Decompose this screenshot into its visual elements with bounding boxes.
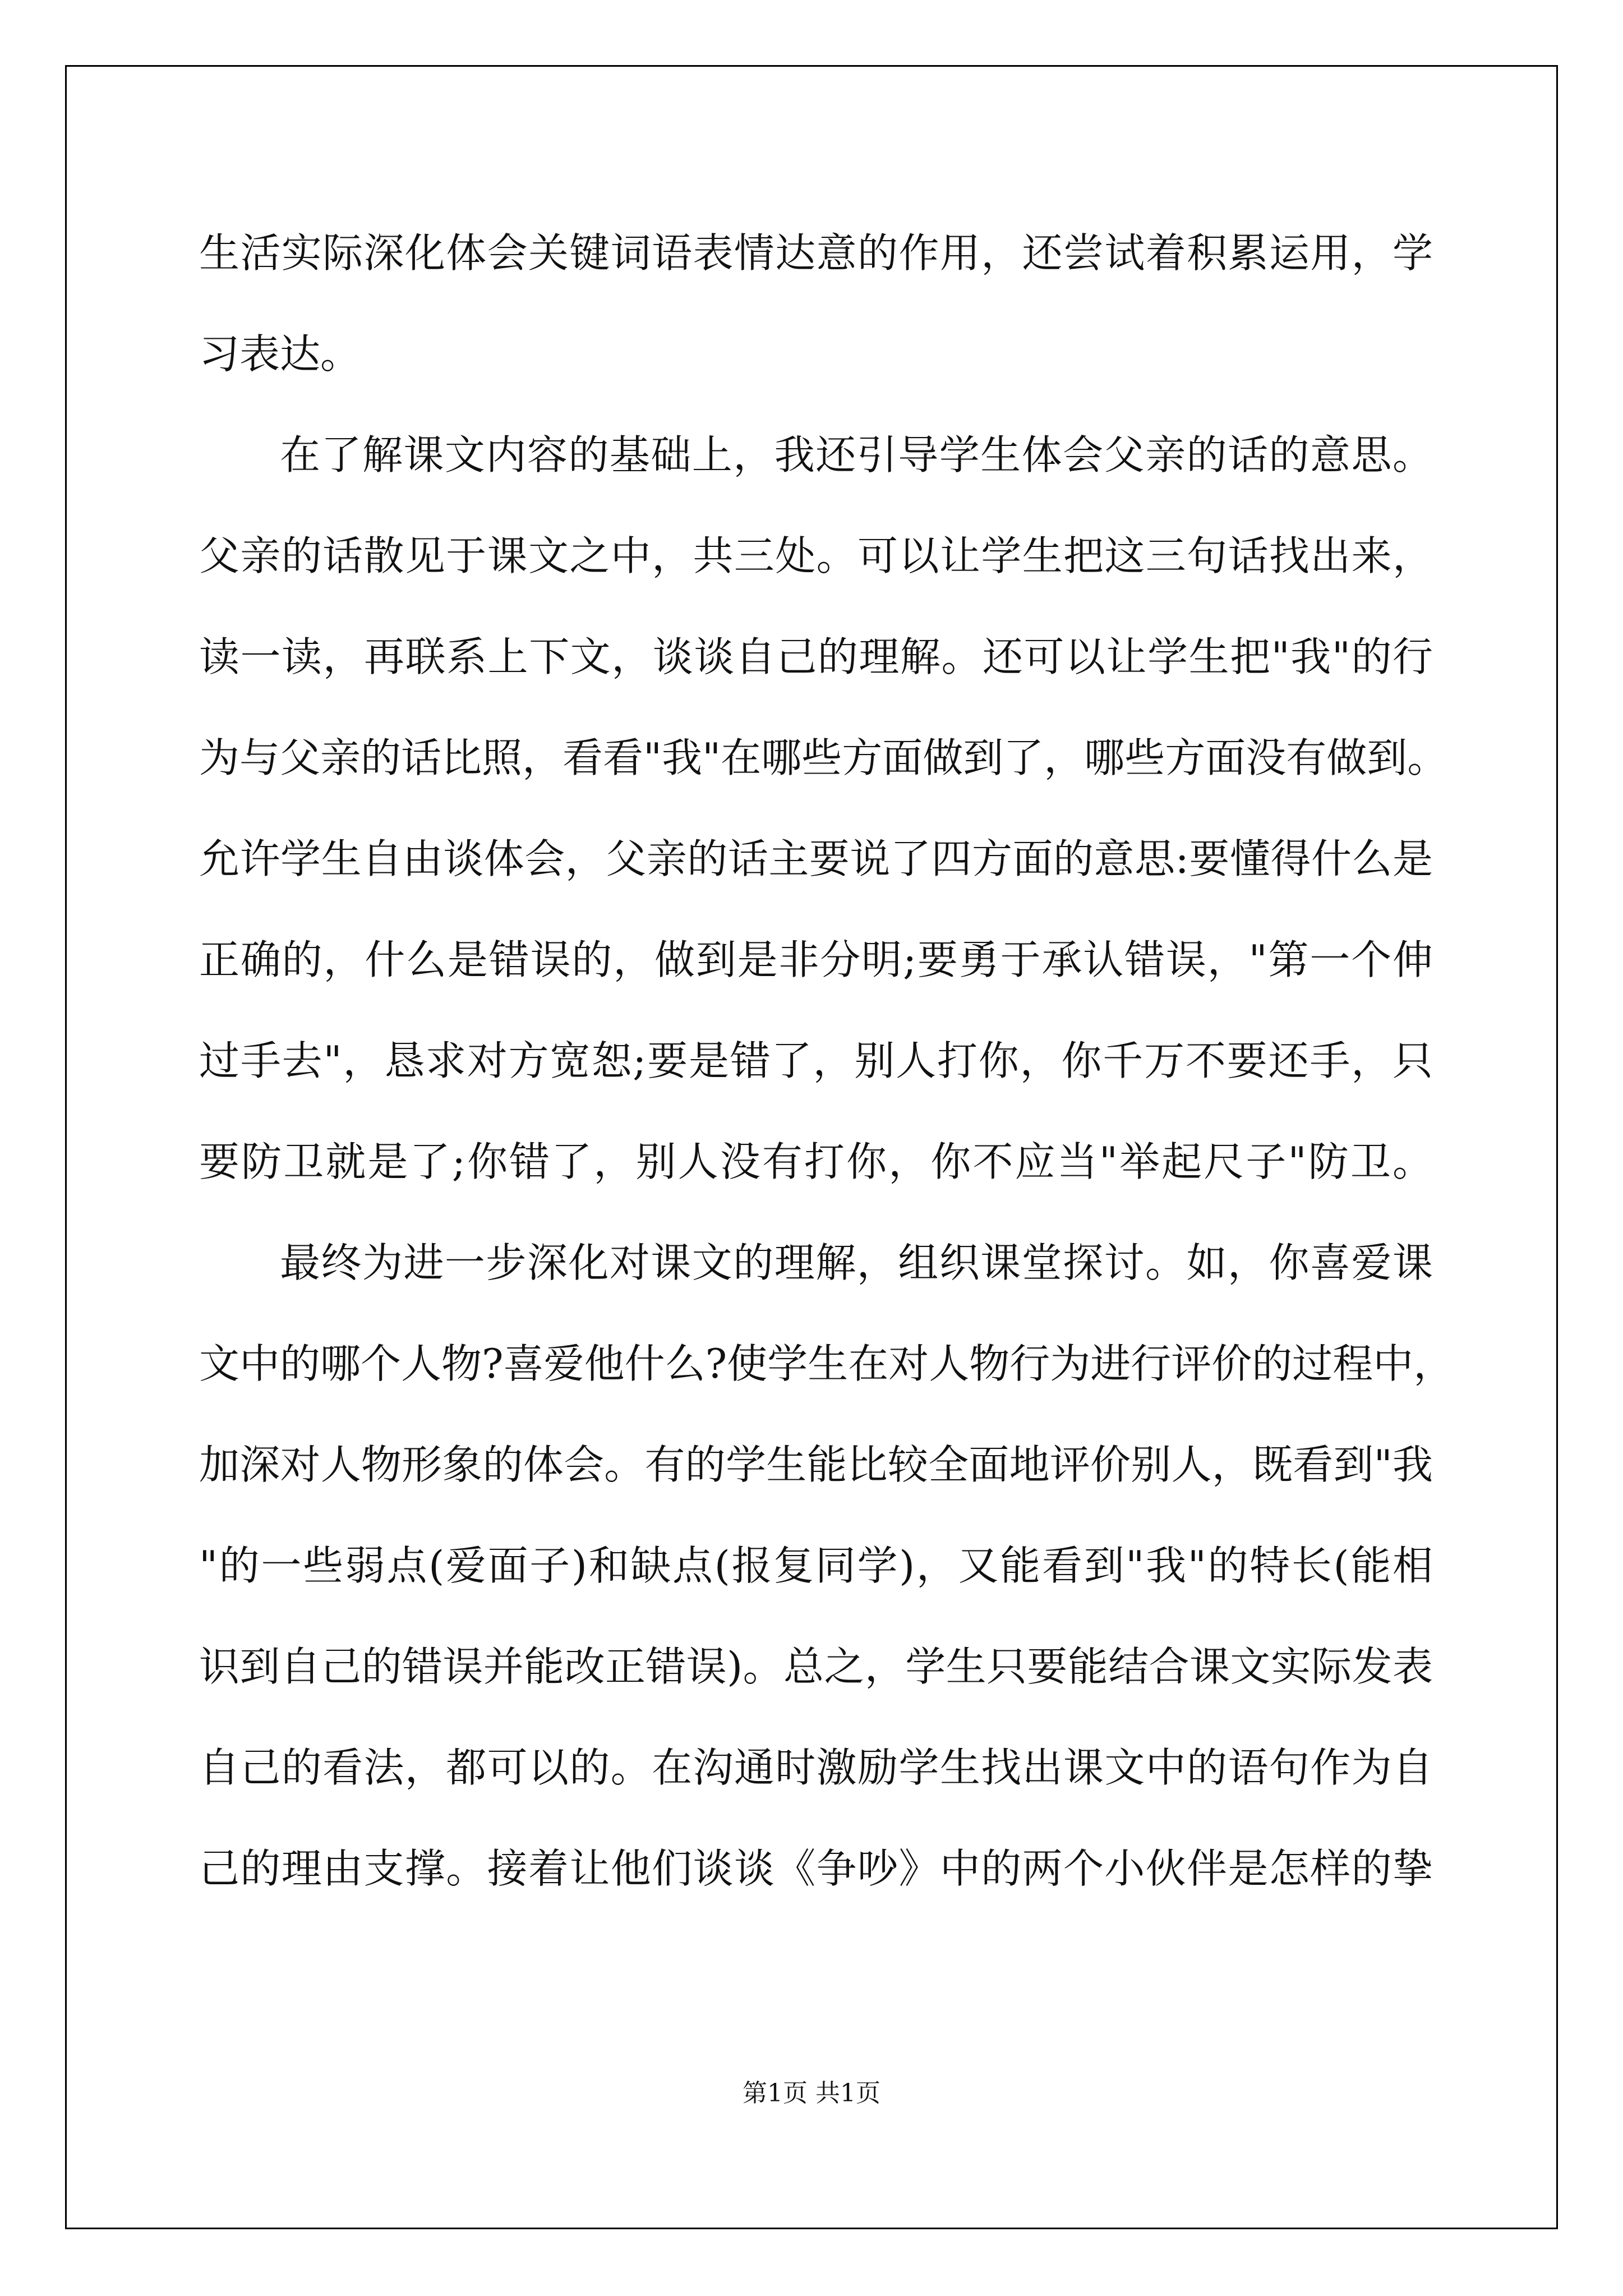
text-line: 自己的看法，都可以的。在沟通时激励学生找出课文中的语句作为自: [199, 1744, 1433, 1791]
text-line: 识到自己的错误并能改正错误)。总之，学生只要能结合课文实际发表: [199, 1643, 1433, 1690]
text-line: 要防卫就是了;你错了，别人没有打你，你不应当"举起尺子"防卫。: [199, 1138, 1433, 1185]
text-line: "的一些弱点(爱面子)和缺点(报复同学)，又能看到"我"的特长(能相: [199, 1542, 1433, 1589]
paragraph-first-line: 在了解课文内容的基础上，我还引导学生体会父亲的话的意思。: [280, 431, 1433, 478]
text-line: 加深对人物形象的体会。有的学生能比较全面地评价别人，既看到"我: [199, 1441, 1433, 1488]
text-line: 父亲的话散见于课文之中，共三处。可以让学生把这三句话找出来，: [199, 532, 1433, 579]
text-line: 生活实际深化体会关键词语表情达意的作用，还尝试着积累运用，学: [199, 229, 1433, 277]
text-line: 为与父亲的话比照，看看"我"在哪些方面做到了，哪些方面没有做到。: [199, 734, 1448, 781]
text-line: 习表达。: [199, 330, 361, 378]
paragraph-first-line: 最终为进一步深化对课文的理解，组织课堂探讨。如，你喜爱课: [280, 1239, 1433, 1286]
text-line: 文中的哪个人物?喜爱他什么?使学生在对人物行为进行评价的过程中，: [199, 1340, 1454, 1387]
text-line: 过手去"，恳求对方宽恕;要是错了，别人打你，你千万不要还手，只: [199, 1037, 1433, 1084]
text-line: 己的理由支撑。接着让他们谈谈《争吵》中的两个小伙伴是怎样的挚: [199, 1845, 1433, 1892]
text-line: 允许学生自由谈体会，父亲的话主要说了四方面的意思:要懂得什么是: [199, 835, 1433, 882]
text-line: 正确的，什么是错误的，做到是非分明;要勇于承认错误，"第一个伸: [199, 936, 1433, 983]
text-line: 读一读，再联系上下文，谈谈自己的理解。还可以让学生把"我"的行: [199, 633, 1433, 680]
page-number-footer: 第1页 共1页: [743, 2079, 880, 2108]
document-body: [199, 203, 1454, 1919]
